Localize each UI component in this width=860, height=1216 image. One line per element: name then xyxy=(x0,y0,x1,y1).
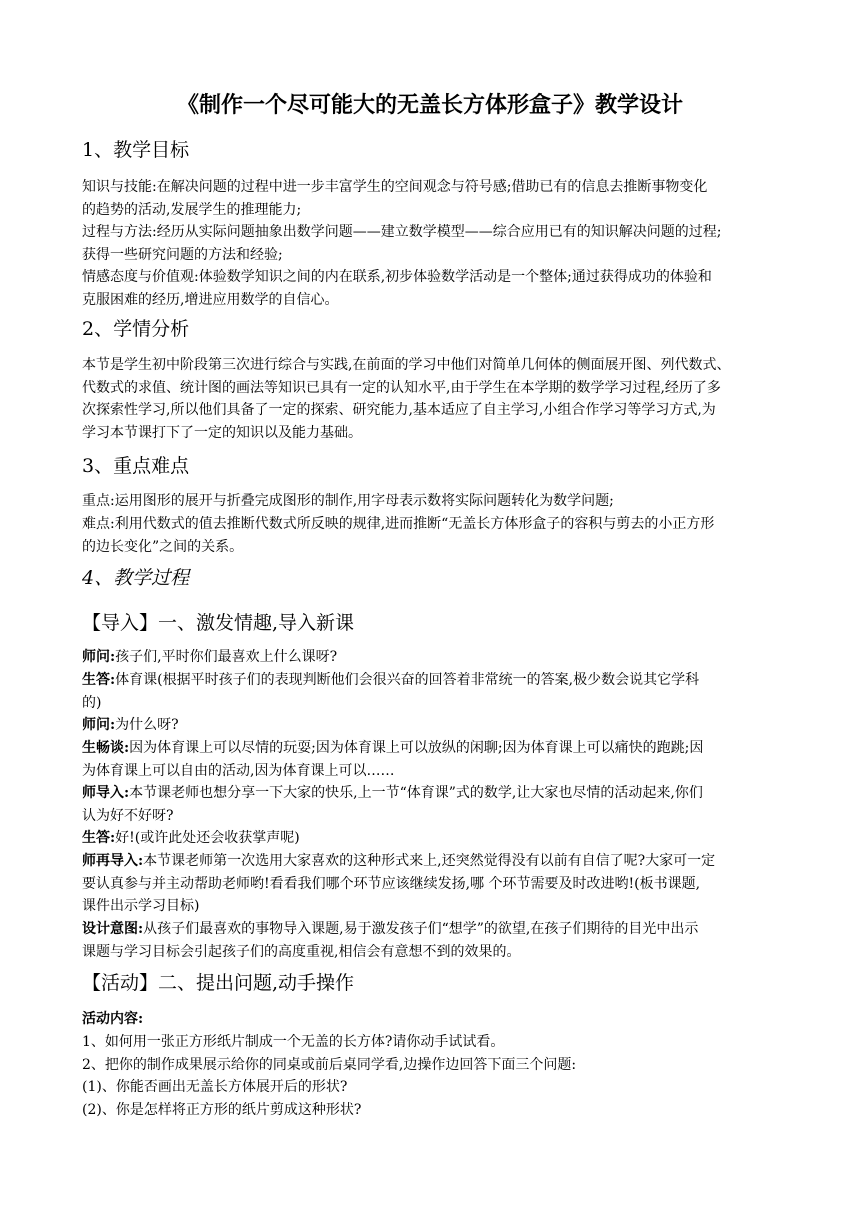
text-line: 的趋势的活动,发展学生的推理能力; xyxy=(82,201,302,218)
dialogue-student-answer-1 xyxy=(82,669,782,714)
speech-text: 为什么呀? xyxy=(115,717,179,733)
speech-text: 本节课老师第一次选用大家喜欢的这种形式来上,还突然觉得没有以前有自信了呢?大家可一定 xyxy=(143,853,716,869)
list-item: (1)、你能否画出无盖长方体展开后的形状? xyxy=(82,1079,348,1096)
document-title: 《制作一个尽可能大的无盖长方体形盒子》教学设计 xyxy=(176,92,683,118)
speech-text: 本节课老师也想分享一下大家的快乐,上一节“体育课”式的数学,让大家也尽情的活动起来,你们 xyxy=(129,785,703,801)
objective-attitude xyxy=(82,266,782,311)
text-line: 课件出示学习目标) xyxy=(82,898,200,915)
dialogue-student-discussion xyxy=(82,737,782,782)
dialogue-teacher-question-1 xyxy=(82,646,782,669)
text-line: 本节是学生初中阶段第三次进行综合与实践,在前面的学习中他们对简单几何体的侧面展开图、列代数式、 xyxy=(82,357,731,373)
text-line: 的边长变化”之间的关系。 xyxy=(82,538,244,555)
activity-content-label: 活动内容: xyxy=(82,1011,144,1027)
keypoint-focus xyxy=(82,490,782,513)
text-line xyxy=(82,737,782,760)
speaker-label: 师导入: xyxy=(82,785,130,801)
text-line: 情感态度与价值观:体验数学知识之间的内在联系,初步体验数学活动是一个整体;通过获得成功的体验和 xyxy=(82,269,712,285)
text-line: 知识与技能:在解决问题的过程中进一步丰富学生的空间观念与符号感;借助已有的信息去推断事物变化 xyxy=(82,179,708,195)
text-line xyxy=(82,646,782,669)
list-item: (2)、你是怎样将正方形的纸片剪成这种形状? xyxy=(82,1101,362,1118)
text-line: 要认真参与并主动帮助老师哟!看看我们哪个环节应该继续发扬,哪 个环节需要及时改进哟!(板书课题, xyxy=(82,875,701,892)
list-item: 1、如何用一张正方形纸片制成一个无盖的长方体?请你动手试试看。 xyxy=(82,1034,505,1050)
activity-items xyxy=(82,1031,782,1121)
speaker-label: 生畅谈: xyxy=(82,740,130,756)
text-line: 的) xyxy=(82,694,102,711)
speaker-label: 师问: xyxy=(82,649,116,665)
dialogue-teacher-question-2 xyxy=(82,714,782,737)
text-line: 认为好不好呀? xyxy=(82,807,174,824)
section-heading-process: 4、教学过程 xyxy=(82,567,190,589)
keypoint-difficulty xyxy=(82,513,782,558)
section-heading-objectives: 1、教学目标 xyxy=(82,139,190,161)
text-line: 学习本节课打下了一定的知识以及能力基础。 xyxy=(82,424,362,441)
text-line: 代数式的求值、统计图的画法等知识已具有一定的认知水平,由于学生在本学期的数学学习过程,经历了多 xyxy=(82,379,721,396)
speech-text: 从孩子们最喜欢的事物导入课题,易于激发孩子们“想学”的欲望,在孩子们期待的目光中出示 xyxy=(143,921,699,937)
speaker-label: 生答: xyxy=(82,830,116,846)
objective-knowledge xyxy=(82,176,782,221)
intro-heading: 【导入】一、激发情趣,导入新课 xyxy=(82,612,355,634)
text-line xyxy=(82,827,782,850)
activity-heading: 【活动】二、提出问题,动手操作 xyxy=(82,972,355,994)
dialogue-teacher-lead-2 xyxy=(82,850,782,918)
section-heading-keypoints: 3、重点难点 xyxy=(82,455,190,477)
text-line: 过程与方法:经历从实际问题抽象出数学问题——建立数学模型——综合应用已有的知识解决问题的过程; xyxy=(82,224,722,240)
speech-text: 好!(或许此处还会收获掌声呢) xyxy=(115,830,300,846)
dialogue-student-answer-2 xyxy=(82,827,782,850)
section-heading-analysis: 2、学情分析 xyxy=(82,318,190,340)
text-line xyxy=(82,850,782,873)
speech-text: 因为体育课上可以尽情的玩耍;因为体育课上可以放纵的闲聊;因为体育课上可以痛快的跑跳;因 xyxy=(129,740,704,756)
analysis-paragraph xyxy=(82,354,782,444)
list-item: 2、把你的制作成果展示给你的同桌或前后桌同学看,边操作边回答下面三个问题: xyxy=(82,1056,577,1073)
text-line: 难点:利用代数式的值去推断代数式所反映的规律,进而推断“无盖长方体形盒子的容积与剪去的小正方形 xyxy=(82,516,715,532)
speaker-label: 师问: xyxy=(82,717,116,733)
text-line xyxy=(82,714,782,737)
text-line: 为体育课上可以自由的活动,因为体育课上可以…… xyxy=(82,762,395,779)
speaker-label: 师再导入: xyxy=(82,853,144,869)
speaker-label: 设计意图: xyxy=(82,921,144,937)
speech-text: 孩子们,平时你们最喜欢上什么课呀? xyxy=(115,649,338,665)
text-line: 获得一些研究问题的方法和经验; xyxy=(82,246,283,263)
text-line: 重点:运用图形的展开与折叠完成图形的制作,用字母表示数将实际问题转化为数学问题; xyxy=(82,493,614,509)
objective-process xyxy=(82,221,782,266)
text-line: 次探索性学习,所以他们具备了一定的探索、研究能力,基本适应了自主学习,小组合作学习等学习方式,为 xyxy=(82,402,716,419)
design-intent xyxy=(82,918,782,963)
dialogue-teacher-lead xyxy=(82,782,782,827)
text-line: 克服困难的经历,增进应用数学的自信心。 xyxy=(82,291,339,308)
text-line: 课题与学习目标会引起孩子们的高度重视,相信会有意想不到的效果的。 xyxy=(82,943,521,960)
speaker-label: 生答: xyxy=(82,672,116,688)
speech-text: 体育课(根据平时孩子们的表现判断他们会很兴奋的回答着非常统一的答案,极少数会说其它学科 xyxy=(115,672,700,688)
text-line xyxy=(82,669,782,692)
text-line xyxy=(82,918,782,941)
text-line xyxy=(82,782,782,805)
